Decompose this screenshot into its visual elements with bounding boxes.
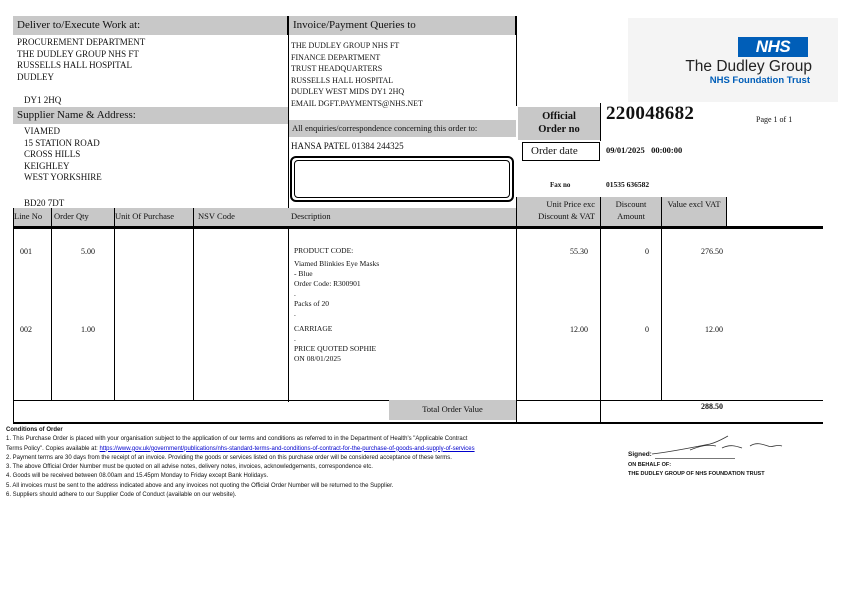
fax-value: 01535 636582 bbox=[606, 180, 650, 189]
order-date-value: 09/01/2025 00:00:00 bbox=[606, 145, 683, 155]
supplier-postcode: BD20 7DT bbox=[24, 198, 65, 208]
col-order-qty: Order Qty bbox=[54, 211, 89, 221]
deliver-to-address: PROCUREMENT DEPARTMENT THE DUDLEY GROUP NHS FT RUSSELLS HALL HOSPITAL DUDLEY bbox=[17, 37, 146, 82]
row-value: 276.50 bbox=[701, 247, 723, 256]
deliver-to-header: Deliver to/Execute Work at: bbox=[13, 16, 288, 35]
notes-box bbox=[290, 156, 514, 202]
order-number: 220048682 bbox=[606, 103, 695, 124]
row-qty: 5.00 bbox=[81, 247, 95, 256]
logo-org-name: The Dudley Group bbox=[685, 58, 812, 75]
conditions-title: Conditions of Order bbox=[6, 427, 63, 433]
enquiries-label: All enquiries/correspondence concerning this order to: bbox=[289, 120, 516, 137]
row-line-no: 002 bbox=[20, 325, 32, 334]
invoice-queries-header: Invoice/Payment Queries to bbox=[289, 16, 516, 35]
nhs-logo bbox=[628, 18, 838, 102]
terms-link[interactable]: https://www.gov.uk/government/publications/nhs-standard-terms-and-conditions-of-contract-for-the-purchase-of-goods-and-supply-of-services bbox=[99, 445, 475, 452]
row-value: 12.00 bbox=[705, 325, 723, 334]
supplier-header: Supplier Name & Address: bbox=[13, 107, 288, 124]
col-value-excl-vat: Value excl VAT bbox=[667, 199, 721, 209]
col-unit-of-purchase: Unit Of Purchase bbox=[115, 211, 175, 221]
col-unit-price: Unit Price exc Discount & VAT bbox=[538, 199, 595, 221]
row-description: CARRIAGE . PRICE QUOTED SOPHIE ON 08/01/2025 bbox=[294, 324, 377, 363]
signature-scribble bbox=[650, 434, 790, 458]
page-indicator: Page 1 of 1 bbox=[756, 115, 793, 124]
total-order-label: Total Order Value bbox=[389, 400, 516, 420]
official-order-label: Official Order no bbox=[518, 107, 600, 140]
row-description: PRODUCT CODE: Viamed Blinkies Eye Masks - Blue Order Code: R300901 . Packs of 20 . bbox=[294, 246, 380, 318]
order-date-label: Order date bbox=[522, 142, 600, 161]
row-qty: 1.00 bbox=[81, 325, 95, 334]
row-discount: 0 bbox=[645, 325, 649, 334]
enquiries-contact: HANSA PATEL 01384 244325 bbox=[291, 141, 404, 151]
fax-label: Fax no bbox=[550, 181, 571, 189]
col-description: Description bbox=[291, 211, 331, 221]
total-order-value: 288.50 bbox=[701, 402, 723, 411]
logo-subtitle: NHS Foundation Trust bbox=[709, 75, 810, 86]
row-unit-price: 12.00 bbox=[570, 325, 588, 334]
row-line-no: 001 bbox=[20, 247, 32, 256]
deliver-to-postcode: DY1 2HQ bbox=[24, 95, 62, 105]
col-nsv-code: NSV Code bbox=[198, 211, 235, 221]
row-unit-price: 55.30 bbox=[570, 247, 588, 256]
signed-label: Signed: bbox=[628, 451, 652, 458]
nhs-lozenge: NHS bbox=[738, 37, 808, 57]
conditions-of-order: Conditions of Order 1. This Purchase Order is placed with your organisation subject to the application of our terms and conditions as referred to in the Department of Health's "Applicable Contract Terms Policy". Copies available at: https://www.gov.uk/government/publications/nhs-standard-terms-and-conditions-of-contract-for-the-purchase-of-goods-and-supply-of-services 2. Payment terms are 30 days from the receipt of an invoice. Providing the goods or services listed on this purchase order will be considered acceptance of these terms. 3. The above Official Order Number must be quoted on all advise notes, delivery notes, invoices, acknowledgements, correspondence etc. 4. Goods will be received between 08.00am and 15.45pm Monday to Friday except Bank Holidays. 5. All invoices must be sent to the address indicated above and any invoices not quoting the Official Order Number will be returned to the Supplier. 6. Suppliers should adhere to our Supplier Code of Conduct (available on our website). bbox=[6, 426, 626, 500]
col-discount-amount: Discount Amount bbox=[615, 199, 647, 221]
supplier-address: VIAMED 15 STATION ROAD CROSS HILLS KEIGHLEY WEST YORKSHIRE bbox=[24, 126, 102, 182]
on-behalf-of: ON BEHALF OF: THE DUDLEY GROUP OF NHS FOUNDATION TRUST bbox=[628, 462, 765, 477]
row-discount: 0 bbox=[645, 247, 649, 256]
col-line-no: Line No bbox=[14, 211, 43, 221]
invoice-to-address: THE DUDLEY GROUP NHS FT FINANCE DEPARTMENT TRUST HEADQUARTERS RUSSELLS HALL HOSPITAL DUDLEY WEST MIDS DY1 2HQ EMAIL DGFT.PAYMENTS@NHS.NET bbox=[291, 41, 423, 108]
